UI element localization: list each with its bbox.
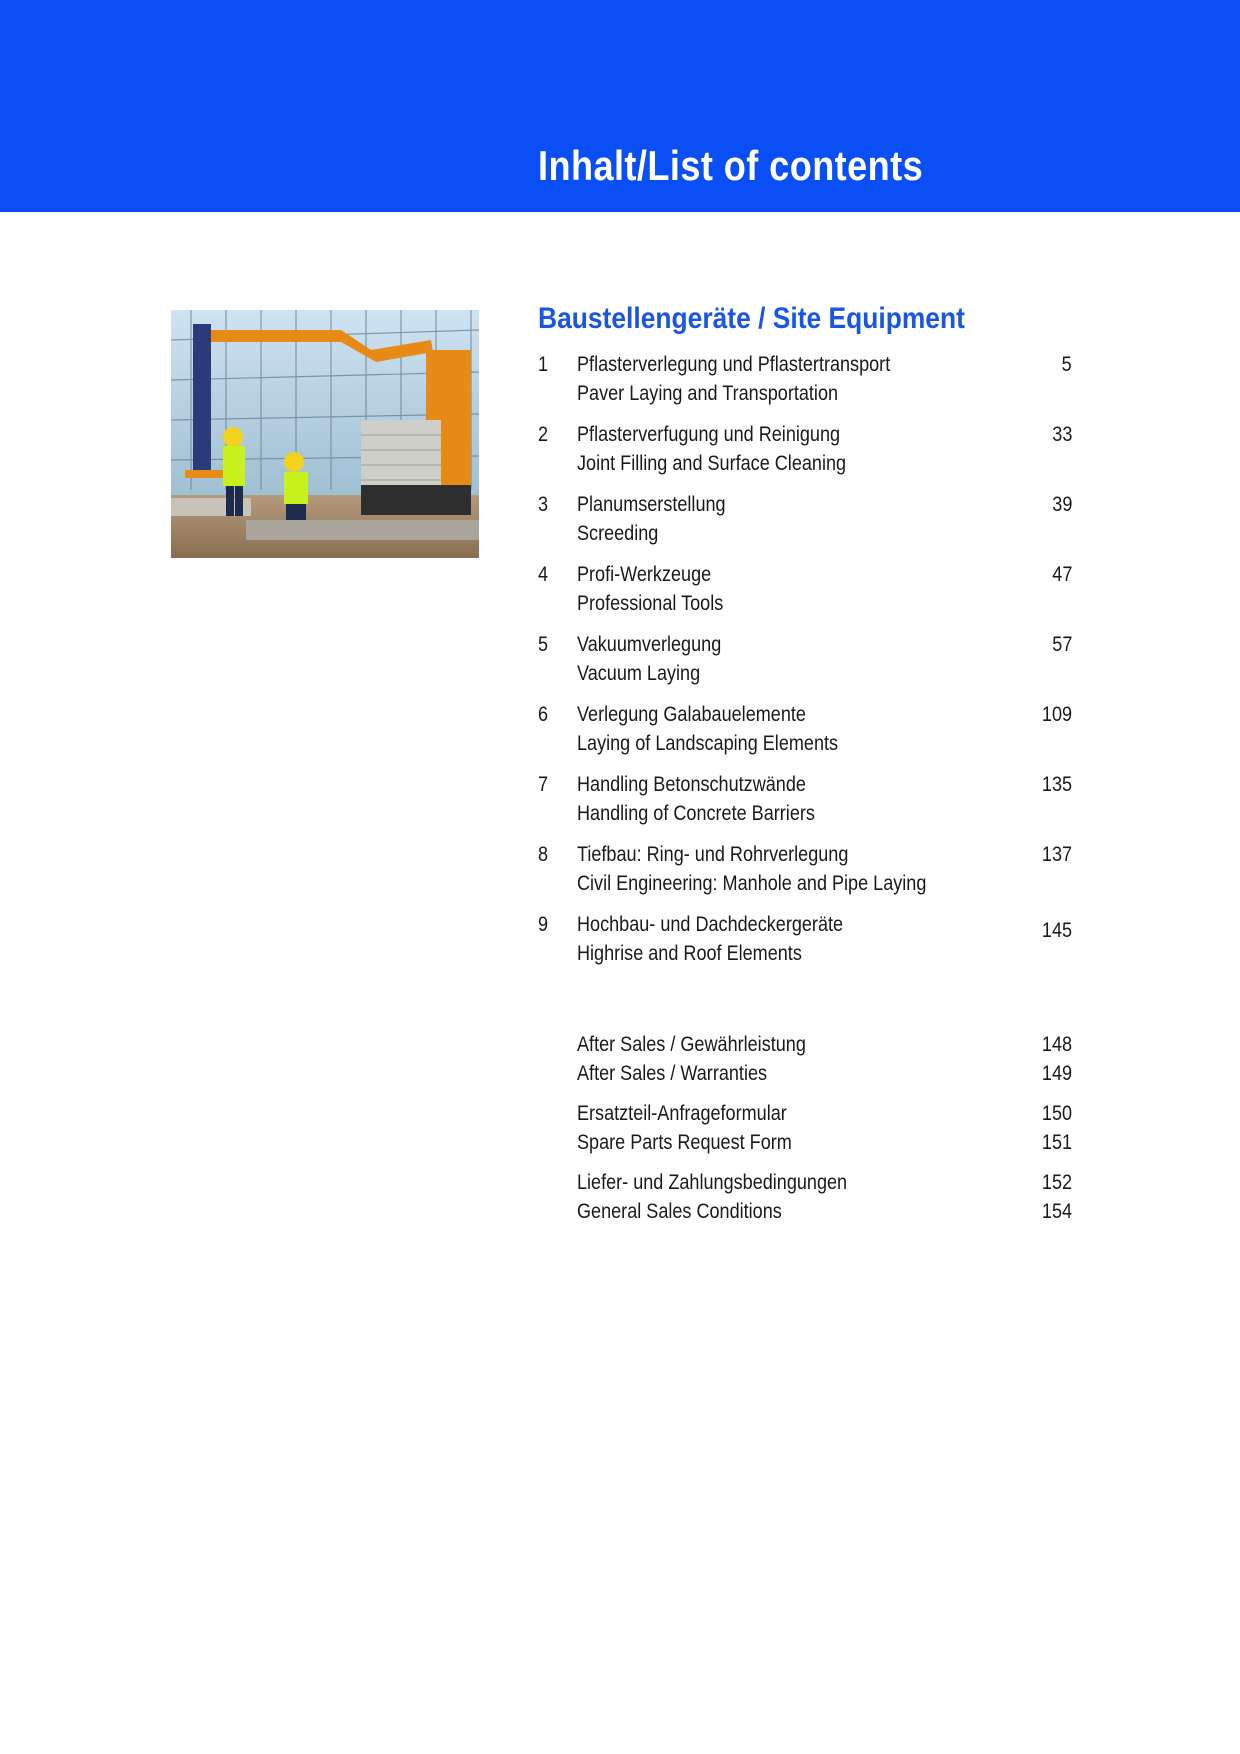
appendix-list (577, 1030, 1072, 1237)
toc-entry-6[interactable] (538, 700, 1072, 770)
appendix-title-de: After Sales / Gewährleistung (577, 1033, 806, 1056)
entry-title-en: Joint Filling and Surface Cleaning (577, 452, 847, 475)
toc-entry-2[interactable] (538, 420, 1072, 490)
page-title: Inhalt/List of contents (538, 142, 924, 189)
appendix-title-de: Ersatzteil-Anfrageformular (577, 1102, 787, 1125)
entry-number: 6 (538, 703, 549, 726)
appendix-page: 148 (1041, 1033, 1072, 1056)
entry-title-en: Laying of Landscaping Elements (577, 732, 839, 755)
appendix-entry[interactable] (577, 1128, 1072, 1157)
entry-title-de: Handling Betonschutzwände (577, 773, 806, 796)
entry-title-en: Highrise and Roof Elements (577, 942, 802, 965)
toc-entry-3[interactable] (538, 490, 1072, 560)
entry-page: 137 (1041, 843, 1072, 866)
appendix-page: 150 (1041, 1102, 1072, 1125)
appendix-page: 149 (1041, 1062, 1072, 1085)
appendix-page: 151 (1041, 1131, 1072, 1154)
entry-title-en: Handling of Concrete Barriers (577, 802, 815, 825)
entry-title-de: Hochbau- und Dachdeckergeräte (577, 913, 844, 936)
entry-number: 5 (538, 633, 549, 656)
appendix-title-en: After Sales / Warranties (577, 1062, 768, 1085)
entry-title-en: Professional Tools (577, 592, 724, 615)
entry-title-de: Vakuumverlegung (577, 633, 722, 656)
entry-page: 5 (1061, 353, 1072, 376)
entry-title-de: Pflasterverlegung und Pflastertransport (577, 353, 891, 376)
appendix-page: 152 (1041, 1171, 1072, 1194)
entry-page: 33 (1051, 423, 1072, 446)
appendix-entry[interactable] (577, 1099, 1072, 1128)
entry-page: 47 (1051, 563, 1072, 586)
appendix-title-de: Liefer- und Zahlungsbedingungen (577, 1171, 848, 1194)
entry-number: 2 (538, 423, 549, 446)
entry-title-de: Verlegung Galabauelemente (577, 703, 806, 726)
entry-title-en: Vacuum Laying (577, 662, 701, 685)
entry-page: 135 (1041, 773, 1072, 796)
entry-page: 145 (1041, 919, 1072, 942)
entry-page: 57 (1051, 633, 1072, 656)
entry-number: 9 (538, 913, 549, 936)
appendix-page: 154 (1041, 1200, 1072, 1223)
entry-number: 4 (538, 563, 549, 586)
toc-entry-8[interactable] (538, 840, 1072, 910)
contents-list (538, 350, 1072, 980)
entry-page: 109 (1041, 703, 1072, 726)
entry-title-de: Profi-Werkzeuge (577, 563, 712, 586)
entry-title-en: Paver Laying and Transportation (577, 382, 839, 405)
appendix-entry[interactable] (577, 1168, 1072, 1197)
toc-entry-4[interactable] (538, 560, 1072, 630)
entry-number: 8 (538, 843, 549, 866)
appendix-group-conditions (577, 1168, 1072, 1226)
entry-title-en: Screeding (577, 522, 659, 545)
appendix-title-en: Spare Parts Request Form (577, 1131, 792, 1154)
header-band (0, 0, 1240, 212)
entry-title-en: Civil Engineering: Manhole and Pipe Laying (577, 872, 927, 895)
entry-title-de: Tiefbau: Ring- und Rohrverlegung (577, 843, 849, 866)
entry-number: 7 (538, 773, 549, 796)
appendix-title-en: General Sales Conditions (577, 1200, 782, 1223)
entry-title-de: Planumserstellung (577, 493, 726, 516)
appendix-group-after-sales (577, 1030, 1072, 1088)
toc-entry-1[interactable] (538, 350, 1072, 420)
toc-entry-9[interactable] (538, 910, 1072, 980)
entry-number: 1 (538, 353, 549, 376)
entry-number: 3 (538, 493, 549, 516)
appendix-entry[interactable] (577, 1030, 1072, 1059)
entry-page: 39 (1051, 493, 1072, 516)
site-equipment-photo (171, 310, 479, 558)
toc-entry-7[interactable] (538, 770, 1072, 840)
section-heading: Baustellengeräte / Site Equipment (538, 302, 965, 335)
appendix-entry[interactable] (577, 1059, 1072, 1088)
appendix-group-spare-parts (577, 1099, 1072, 1157)
appendix-entry[interactable] (577, 1197, 1072, 1226)
toc-entry-5[interactable] (538, 630, 1072, 700)
entry-title-de: Pflasterverfugung und Reinigung (577, 423, 841, 446)
